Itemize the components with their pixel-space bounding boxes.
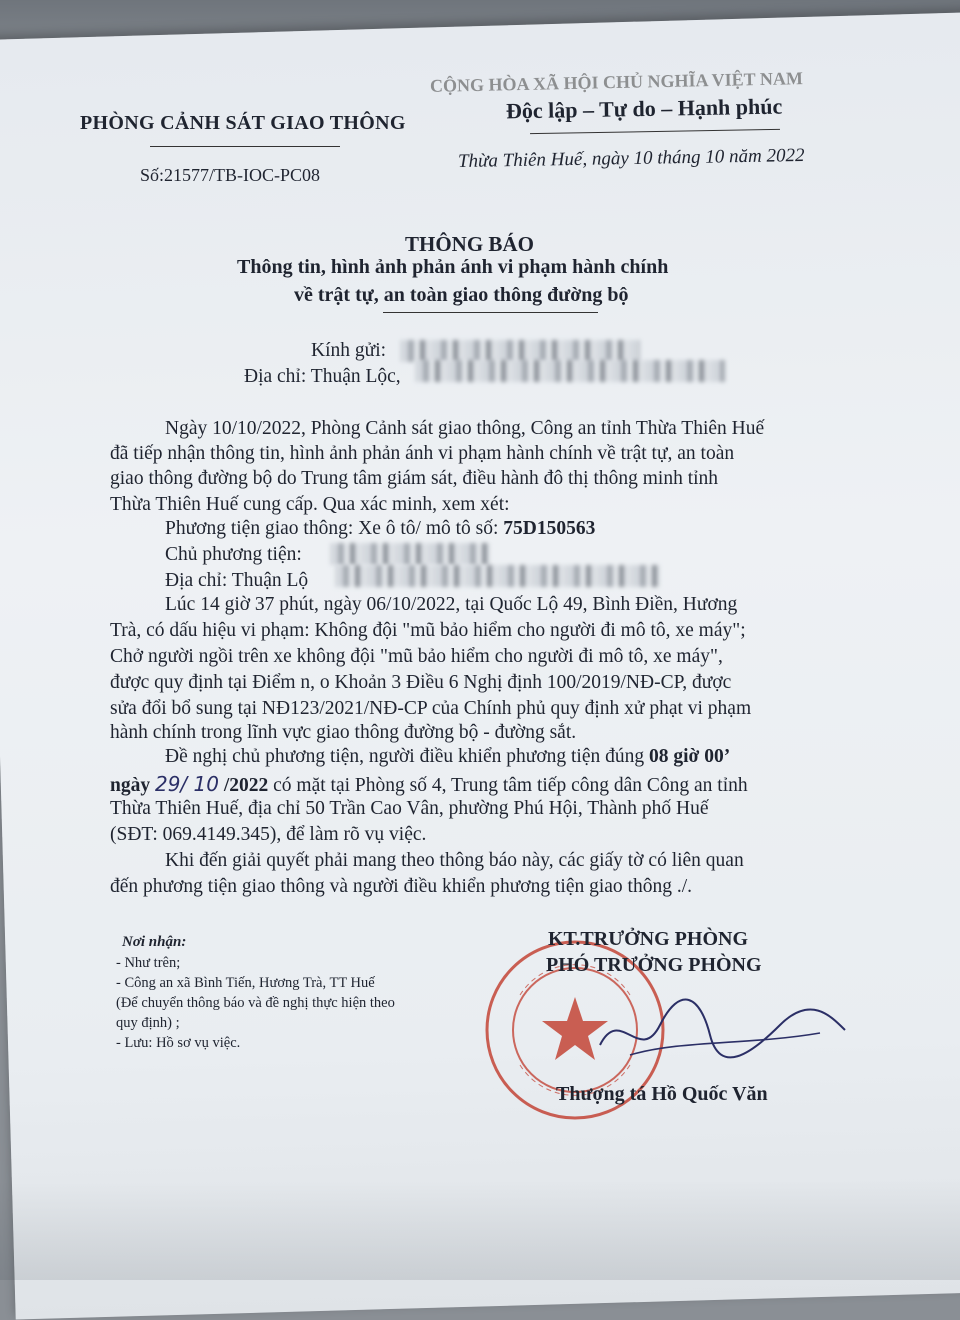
redacted-recipient-address [415, 360, 725, 382]
receivers-item: (Để chuyển thông báo và đề nghị thực hiện theo [116, 995, 395, 1011]
body-line: hành chính trong lĩnh vực giao thông đường bộ - đường sắt. [110, 722, 577, 743]
body-line: Lúc 14 giờ 37 phút, ngày 06/10/2022, tại Quốc Lộ 49, Bình Điền, Hương [165, 594, 738, 615]
redacted-owner-address [335, 565, 660, 587]
place-and-date: Thừa Thiên Huế, ngày 10 tháng 10 năm 2022 [457, 144, 805, 173]
appointment-text: Đề nghị chủ phương tiện, người điều khiển phương tiện đúng [165, 746, 649, 767]
national-motto: Độc lập – Tự do – Hạnh phúc [505, 93, 783, 124]
receivers-item: - Như trên; [116, 955, 181, 971]
body-line: Trà, có dấu hiệu vi phạm: Không đội "mũ bảo hiểm cho người đi mô tô, xe máy"; [110, 620, 746, 641]
vehicle-plate: 75D150563 [503, 518, 596, 539]
body-line: (SĐT: 069.4149.345), để làm rõ vụ việc. [110, 824, 427, 845]
owner-label: Chủ phương tiện: [165, 544, 302, 565]
handwritten-signature-icon [590, 985, 850, 1075]
vehicle-label: Phương tiện giao thông: Xe ô tô/ mô tô số: [165, 518, 504, 539]
receivers-title: Nơi nhận: [122, 934, 187, 950]
appointment-line2 [110, 772, 748, 797]
body-line: sửa đổi bổ sung tại NĐ123/2021/NĐ-CP của Chính phủ quy định xử phạt vi phạm [110, 698, 752, 719]
owner-address-label: Địa chỉ: Thuận Lộ [165, 570, 309, 591]
handwritten-date: 29/ 10 [154, 772, 219, 796]
body-line: đã tiếp nhận thông tin, hình ảnh phản ánh vi phạm hành chính về trật tự, an toàn [110, 443, 735, 464]
body-line: được quy định tại Điểm n, o Khoản 3 Điều 6 Nghị định 100/2019/NĐ-CP, được [110, 672, 732, 693]
appointment-time: 08 giờ 00’ [649, 746, 731, 767]
body-line: Thừa Thiên Huế cung cấp. Qua xác minh, xem xét: [110, 494, 510, 515]
appointment-day-label: ngày [110, 775, 155, 796]
vehicle-info [165, 518, 595, 540]
body-line: Khi đến giải quyết phải mang theo thông báo này, các giấy tờ có liên quan [165, 850, 744, 871]
photo-shadow [0, 1180, 960, 1280]
signature-title-line2: PHÓ TRƯỞNG PHÒNG [546, 954, 762, 976]
document-number: Số:21577/TB-IOC-PC08 [140, 165, 321, 185]
body-line: Thừa Thiên Huế, địa chỉ 50 Trần Cao Vân, phường Phú Hội, Thành phố Huế [110, 798, 709, 819]
agency-underline [150, 146, 340, 147]
recipient-label: Kính gửi: [311, 340, 387, 361]
recipient-address-label: Địa chỉ: Thuận Lộc, [244, 366, 401, 387]
redacted-owner-name [330, 543, 490, 565]
country-name-partial: CỘNG HÒA XÃ HỘI CHỦ NGHĨA VIỆT NAM [429, 68, 804, 96]
document-subtitle-line2: về trật tự, an toàn giao thông đường bộ [294, 284, 629, 306]
agency-name: PHÒNG CẢNH SÁT GIAO THÔNG [80, 112, 406, 134]
appointment-line1 [165, 746, 730, 768]
redacted-recipient-name [400, 340, 640, 362]
body-line: Ngày 10/10/2022, Phòng Cảnh sát giao thông, Công an tỉnh Thừa Thiên Huế [165, 418, 765, 439]
motto-underline [530, 129, 780, 134]
signature-title-line1: KT.TRƯỞNG PHÒNG [548, 928, 748, 950]
appointment-year: /2022 [218, 775, 269, 796]
receivers-item: quy định) ; [116, 1015, 180, 1031]
body-line: giao thông đường bộ do Trung tâm giám sát, điều hành đô thị thông minh tỉnh [110, 468, 719, 489]
signer-name: Thượng tá Hồ Quốc Văn [556, 1083, 768, 1105]
document-subtitle-line1: Thông tin, hình ảnh phản ánh vi phạm hành chính [237, 256, 669, 278]
body-line: Chở người ngồi trên xe không đội "mũ bảo hiểm cho người đi mô tô, xe máy", [110, 646, 723, 667]
receivers-item: - Công an xã Bình Tiến, Hương Trà, TT Huế [116, 975, 375, 991]
body-line: đến phương tiện giao thông và người điều khiển phương tiện giao thông ./. [110, 876, 693, 897]
receivers-item: - Lưu: Hồ sơ vụ việc. [116, 1035, 241, 1051]
document-title: THÔNG BÁO [405, 232, 534, 256]
subtitle-underline [383, 312, 598, 313]
appointment-place: có mặt tại Phòng số 4, Trung tâm tiếp công dân Công an tỉnh [268, 775, 748, 796]
